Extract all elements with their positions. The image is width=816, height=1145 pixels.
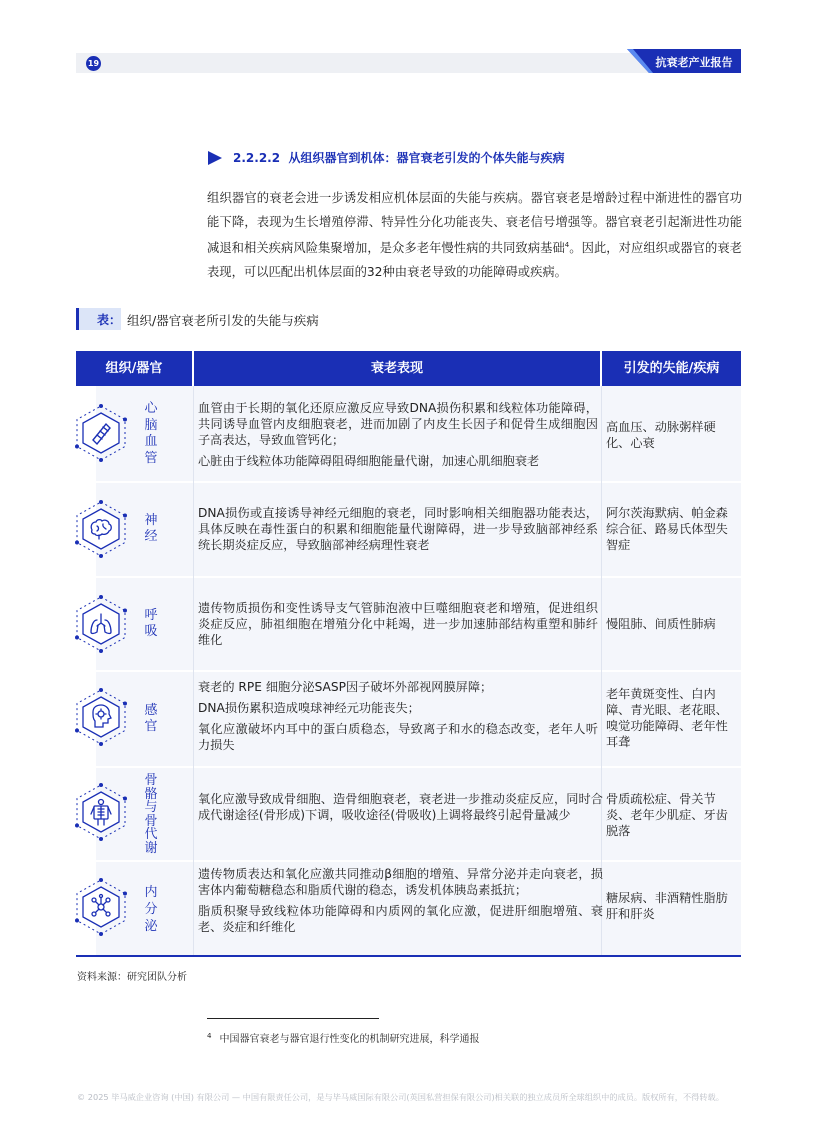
section-title — [233, 149, 564, 166]
brain-icon — [73, 500, 129, 558]
footnote — [207, 1030, 479, 1045]
paragraph-text-2: 。因此，对应组织或器官的衰老表现，可以匹配出机体层面的32种由衰老导致的功能障碍或疾病。 — [207, 241, 742, 279]
manifestation-text: 氧化应激导致成骨细胞、造骨细胞衰老，衰老进一步推动炎症反应，同时合成代谢途径(骨形成)下调，吸收途径(骨吸收)上调将最终引起骨量减少 — [198, 792, 603, 822]
manifestation-text: 衰老的 RPE 细胞分泌SASP因子破坏外部视网膜屏障； — [198, 680, 493, 694]
manifestation-text: 心脏由于线粒体功能障碍阻碍细胞能量代谢，加速心肌细胞衰老 — [198, 454, 540, 468]
manifestation-text: 遗传物质表达和氧化应激共同推动β细胞的增殖、异常分泌并走向衰老，损害体内葡萄糖稳态和脂质代谢的稳态，诱发机体胰岛素抵抗； — [198, 867, 603, 897]
organ-label: 心脑血管 — [144, 401, 158, 466]
molecule-network-icon — [73, 878, 129, 936]
disease-cell: 阿尔茨海默病、帕金森综合征、路易氏体型失智症 — [606, 506, 728, 552]
disease-cell: 老年黄斑变性、白内障、青光眼、老花眼、嗅觉功能障碍、老年性耳聋 — [606, 687, 728, 749]
manifestation-text: 血管由于长期的氧化还原应激反应导致DNA损伤积累和线粒体功能障碍，共同诱导血管内皮细胞衰老，进而加剧了内皮生长因子和促骨生成细胞因子高表达，导致血管钙化； — [198, 401, 598, 447]
legal-notice: © 2025 毕马威企业咨询 (中国) 有限公司 — 中国有限责任公司，是与毕马威国际有限公司(英国私营担保有限公司)相关联的独立成员所全球组织中的成员。版权所有，不得转载。 — [77, 1092, 724, 1102]
disease-cell: 骨质疏松症、骨关节炎、老年少肌症、牙齿脱落 — [606, 792, 728, 838]
manifestation-text: 氧化应激破坏内耳中的蛋白质稳态，导致离子和水的稳态改变，老年人听力损失 — [198, 722, 598, 752]
page-number: 19 — [86, 56, 101, 71]
manifestation-text: 遗传物质损伤和变性诱导支气管肺泡液中巨噬细胞衰老和增殖，促进组织炎症反应，肺祖细胞在增殖分化中耗竭，进一步加速肺部结构重塑和肺纤维化 — [198, 601, 598, 647]
table-caption-tag-label: 表： — [97, 313, 122, 327]
section-title-text: 从组织器官到机体：器官衰老引发的个体失能与疾病 — [288, 151, 565, 165]
manifestation-cell — [198, 679, 598, 753]
manifestation-text: 脂质积聚导致线粒体功能障碍和内质网的氧化应激，促进肝细胞增殖、衰老、炎症和纤维化 — [198, 904, 603, 934]
manifestation-cell — [198, 600, 598, 648]
manifestation-text: DNA损伤或直接诱导神经元细胞的衰老，同时影响相关细胞器功能表达，具体反映在毒性蛋白的积累和细胞能量代谢障碍，进一步导致脑部神经系统长期炎症反应，导致脑部神经病理性衰老 — [198, 506, 598, 552]
table-header-disease: 引发的失能/疾病 — [602, 351, 741, 386]
report-title: 抗衰老产业报告 — [655, 56, 733, 69]
source-note: 资料来源：研究团队分析 — [77, 972, 187, 983]
disease-cell: 糖尿病、非酒精性脂肪肝和肝炎 — [606, 891, 728, 921]
table-header-organ: 组织/器官 — [76, 351, 192, 386]
footnote-text: 中国器官衰老与器官退行性变化的机制研究进展，科学通报 — [219, 1034, 480, 1045]
manifestation-cell — [198, 866, 603, 935]
manifestation-cell — [198, 505, 598, 553]
organ-label: 呼吸 — [144, 608, 158, 639]
paragraph-text-1: 组织器官的衰老会进一步诱发相应机体层面的失能与疾病。器官衰老是增龄过程中渐进性的器官功能下降，表现为生长增殖停滞、特异性分化功能丧失、衰老信号增强等。器官衰老引起渐进性功能减退和相关疾病风险集聚增加，是众多老年慢性病的共同致病基础 — [207, 191, 742, 256]
blood-vessel-icon — [73, 404, 129, 462]
section-arrow-icon — [207, 150, 223, 166]
table-caption-tag — [76, 308, 121, 330]
manifestation-cell — [198, 791, 603, 823]
sensory-gear-icon — [73, 688, 129, 746]
section-number: 2.2.2.2 — [233, 151, 281, 165]
column-divider — [193, 386, 194, 955]
body-paragraph — [207, 187, 742, 284]
table-header-manifestation: 衰老表现 — [194, 351, 600, 386]
organ-label: 神经 — [144, 513, 158, 544]
report-title-tab — [627, 49, 741, 73]
footnote-ref: 4 — [564, 241, 570, 249]
organ-label: 骨骼与骨代谢 — [144, 773, 158, 856]
organ-label: 感官 — [144, 703, 158, 734]
disease-cell: 高血压、动脉粥样硬化、心衰 — [606, 420, 716, 450]
footnote-number: 4 — [207, 1031, 212, 1040]
table-bottom-rule — [76, 955, 741, 957]
manifestation-text: DNA损伤累积造成嗅球神经元功能丧失； — [198, 701, 420, 715]
skeleton-icon — [73, 783, 129, 841]
table-caption: 组织/器官衰老所引发的失能与疾病 — [127, 313, 319, 328]
organ-label: 内分泌 — [144, 885, 158, 934]
manifestation-cell — [198, 400, 598, 469]
lungs-icon — [73, 595, 129, 653]
disease-cell: 慢阻肺、间质性肺病 — [606, 617, 716, 631]
footnote-divider — [207, 1018, 379, 1019]
